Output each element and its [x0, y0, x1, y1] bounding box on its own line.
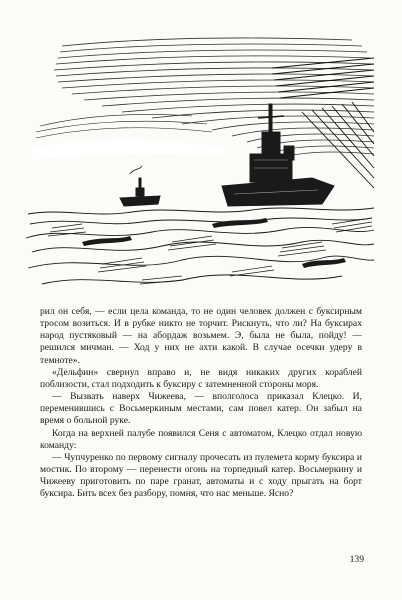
paragraph: — Вызвать наверх Чижеева, — вполголоса приказал Клецко. И, переменившись с Восьмеркиным местами, сам повел катер. Он забыл на время о больной руке.	[40, 391, 362, 427]
page-number: 139	[349, 554, 364, 565]
body-text	[40, 306, 362, 501]
sea-battle-illustration	[22, 28, 380, 298]
paragraph: Когда на верхней палубе появился Сеня с автоматом, Клецко отдал новую команду:	[40, 427, 362, 451]
paragraph: — Чупчуренко по первому сигналу прочесать из пулемета корму буксира и мостик. По второму — перенести огонь на торпедный катер. Восьмеркину и Чижееву приготовить по паре гранат, автоматы и с ходу прыгать на борт буксира. Бить всех без разбору, помня, что нас меньше. Ясно?	[40, 451, 362, 500]
paragraph: «Дельфин» свернул вправо и, не видя никаких других кораблей поблизости, стал подходить к буксиру с затемненной стороны моря.	[40, 366, 362, 390]
paragraph: рил он себя, — если цела команда, то не один человек должен с буксирным тросом возиться. И в рубке никто не торчит. Рискнуть, что ли? На буксирах народ пустяковый — на абордаж возьмем. Э, была не была, пойду! — решился мичман. — Ход у них не ахти какой. В случае осечки удеру в темноте».	[40, 306, 362, 366]
